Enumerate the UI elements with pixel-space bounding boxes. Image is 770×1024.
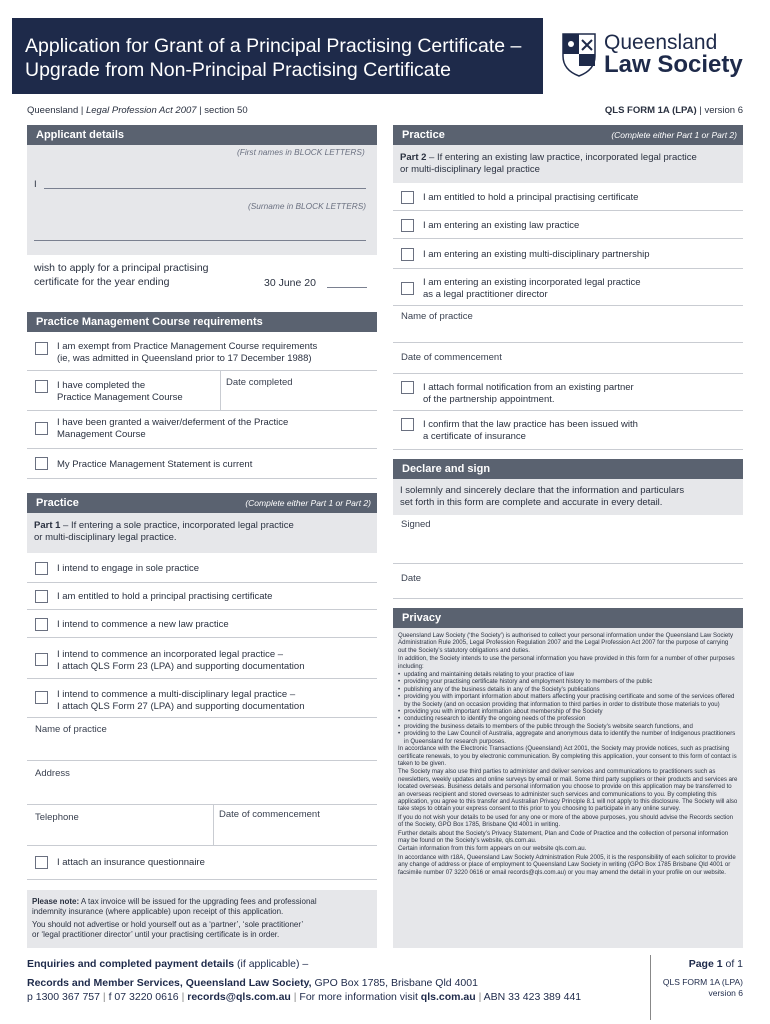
entitled-part2-label: I am entitled to hold a principal practising certificate [423,192,639,203]
existing-practice-checkbox[interactable] [401,219,414,232]
surname-field[interactable] [34,240,366,241]
practice-name-field[interactable]: Name of practice [35,724,107,735]
waiver-checkbox[interactable] [35,422,48,435]
records-line: Records and Member Services, Queensland Law Society, GPO Box 1785, Brisbane Qld 4001 [27,977,478,989]
completed-pmc-label: I have completed the Practice Management Course [57,380,183,403]
incorporated-label: I intend to commence an incorporated legal practice – I attach QLS Form 23 (LPA) and supporting documentation [57,649,305,672]
part2-description: Part 2 – If entering an existing law practice, incorporated legal practice or multi-disciplinary legal practice [393,145,743,183]
existing-mdp-label: I am entering an existing multi-disciplinary partnership [423,249,650,260]
exempt-checkbox[interactable] [35,342,48,355]
entitled-part1-checkbox[interactable] [35,590,48,603]
attach-notification-label: I attach formal notification from an existing partner of the partnership appointment. [423,382,634,405]
declaration-date-field[interactable]: Date [401,573,422,584]
waiver-label: I have been granted a waiver/deferment of the Practice Management Course [57,417,289,440]
year-ending-value: 30 June 20 [264,277,316,289]
applicant-i-label: I [34,179,37,190]
qls-logo: Queensland Law Society [560,28,750,84]
website-link[interactable]: qls.com.au [420,991,476,1003]
surname-hint: (Surname in BLOCK LETTERS) [248,201,367,211]
attach-notification-checkbox[interactable] [401,381,414,394]
telephone-field[interactable]: Telephone [35,812,79,823]
email-link[interactable]: records@qls.com.au [187,991,291,1003]
declaration-text-box: I solemnly and sincerely declare that the information and particulars set forth in this form are complete and accurate in every detail. [393,479,743,515]
completed-pmc-checkbox[interactable] [35,380,48,393]
new-practice-checkbox[interactable] [35,618,48,631]
wish-box: wish to apply for a principal practising certificate for the year ending [27,255,257,297]
form-version: QLS FORM 1A (LPA) | version 6 [604,105,743,116]
title-banner [12,18,543,94]
declare-heading: Declare and sign [393,459,743,479]
insurance-confirm-label: I confirm that the law practice has been issued with a certificate of insurance [423,419,638,442]
pmc-heading: Practice Management Course requirements [27,312,377,332]
first-names-hint: (First names in BLOCK LETTERS) [237,147,365,157]
mdp-checkbox[interactable] [35,691,48,704]
insurance-checkbox[interactable] [35,856,48,869]
privacy-purposes-list: • updating and maintaining details relating to your practice of law • providing your practising certificate history and employment history to members of the public • publishing any of the business details in any of the Society’s publications • providing you with important information about matters affecting your practising certificate and some of the services offered by the Society (and on occasion providing that information to third parties in order to distribute those materials to you) • providing you with important information about membership of the Society • conducting research to identify the ongoing needs of the profession • providing the business details to members of the public through the Society’s website search functions, and • providing to the Law Council of Australia, aggregate and anonymous data to identify the number of Indigenous practitioners in Queensland for research purposes. [398,671,738,745]
sole-practice-checkbox[interactable] [35,562,48,575]
form-title: Application for Grant of a Principal Practising Certificate – Upgrade from Non-Principal Practising Certificate [25,35,522,81]
date-completed-field[interactable]: Date completed [226,377,293,388]
year-ending-field[interactable] [327,287,367,288]
abn: ABN 33 423 389 441 [483,991,582,1003]
footer-form-number: QLS FORM 1A (LPA) [662,977,743,987]
practice-part1-heading: Practice (Complete either Part 1 or Part 2) [27,493,377,513]
privacy-statement: Queensland Law Society (‘the Society’) is authorised to collect your personal information under the Queensland Law Society Administration Rule 2005, Legal Profession Regulation 2007 and the Legal Profession Act 2007 for the purpose of carrying out the Society’s statutory obligations and duties. In addition, the Society intends to use the personal information you have provided in this form for a number of other purposes including: • updating and maintaining details relating to your practice of law • providing your practising certificate history and employment history to members of the public • publishing any of the business details in any of the Society’s publications • providing you with important information about matters affecting your practising certificate and some of the services offered by the Society (and on occasion providing that information to third parties in order to distribute those materials to you) • providing you with important information about membership of the Society • conducting research to identify the ongoing needs of the profession • providing the business details to members of the public through the Society’s website search functions, and • providing to the Law Council of Australia, aggregate and anonymous data to identify the number of Indigenous practitioners in Queensland for research purposes. In accordance with the Electronic Transactions (Queensland) Act 2001, the Society may provide notices, such as practising certificate renewals, to you by electronic communication. By completing this application, your consent to this form of contact is taken to be given. The Society may also use third parties to administer and deliver services and communications to practitioners such as newsletters, weekly updates and online surveys by email or mail. Some third party suppliers or their products and services are located overseas. Business details and personal information you choose to provide on this application may be transferred to an overseas recipient and stored overseas to administer such services and communications to you. By completing this application, you agree to this transfer and Australian Privacy Principle 8.1 will not apply to this disclosure. The Society will also take steps to obtain your express consent to this prior to you choosing to participate in any online survey. If you do not wish your details to be used for any one or more of the above purposes, you should advise the Records section of the Society, GPO Box 1785, Brisbane Qld 4001 in writing. Further details about the Society’s Privacy Statement, Plan and Code of Practice and the collection of personal information may be found on the Society’s website, qls.com.au. Certain information from this form appears on our website qls.com.au. In accordance with r18A, Queensland Law Society Administration Rule 2005, it is the responsibility of each solicitor to provide any change of address or place of employment to Queensland Law Society in writing (GPO Box 1785 Brisbane Qld 4001 or facsimile number 07 3220 0616 or email records@qls.com.au) or you may amend the detail in your profile on our website. [393,628,743,948]
part1-description: Part 1 – If entering a sole practice, incorporated legal practice or multi-disciplinary legal practice. [27,513,377,553]
enquiries-line: Enquiries and completed payment details (if applicable) – [27,958,309,970]
phone-number: p 1300 367 757 [27,991,100,1003]
contact-line: p 1300 367 757 | f 07 3220 0616 | records@qls.com.au | For more information visit qls.com.au | ABN 33 423 389 441 [27,991,582,1003]
exempt-label: I am exempt from Practice Management Course requirements (ie, was admitted in Queensland prior to 17 December 1988) [57,341,318,364]
statement-label: My Practice Management Statement is current [57,459,253,470]
incorporated-checkbox[interactable] [35,653,48,666]
existing-mdp-checkbox[interactable] [401,248,414,261]
existing-ilp-label: I am entering an existing incorporated legal practice as a legal practitioner director [423,277,641,300]
insurance-confirm-checkbox[interactable] [401,418,414,431]
privacy-heading: Privacy [393,608,743,628]
qls-crest-icon [560,30,598,78]
part2-commencement-field[interactable]: Date of commencement [401,352,502,363]
applicant-details-heading: Applicant details [27,125,377,145]
part2-practice-name-field[interactable]: Name of practice [401,311,473,322]
existing-ilp-checkbox[interactable] [401,282,414,295]
fax-number: f 07 3220 0616 [108,991,179,1003]
practice-part2-heading: Practice (Complete either Part 1 or Part 2) [393,125,743,145]
part1-commencement-field[interactable]: Date of commencement [219,809,320,820]
sole-practice-label: I intend to engage in sole practice [57,563,200,574]
signature-field[interactable]: Signed [401,519,431,530]
statement-checkbox[interactable] [35,457,48,470]
existing-practice-label: I am entering an existing law practice [423,220,580,231]
entitled-part2-checkbox[interactable] [401,191,414,204]
address-field[interactable]: Address [35,768,70,779]
page-indicator: Page 1 of 1 [688,958,743,970]
new-practice-label: I intend to commence a new law practice [57,619,229,630]
mdp-label: I intend to commence a multi-disciplinary legal practice – I attach QLS Form 27 (LPA) and supporting documentation [57,689,305,712]
year-ending-box [257,255,377,297]
legislation-reference: Queensland | Legal Profession Act 2007 | section 50 [27,105,248,116]
first-names-field[interactable] [44,188,366,189]
please-note-box: Please note: A tax invoice will be issued for the upgrading fees and professional indemnity insurance (where applicable) upon receipt of this application. You should not advertise or hold yourself out as a ‘partner’, ‘sole practitioner’ or ‘legal practitioner director’ until your practising certificate is in order. [27,890,377,948]
entitled-part1-label: I am entitled to hold a principal practising certificate [57,591,273,602]
footer-version: version 6 [708,988,743,998]
insurance-label: I attach an insurance questionnaire [57,857,205,868]
